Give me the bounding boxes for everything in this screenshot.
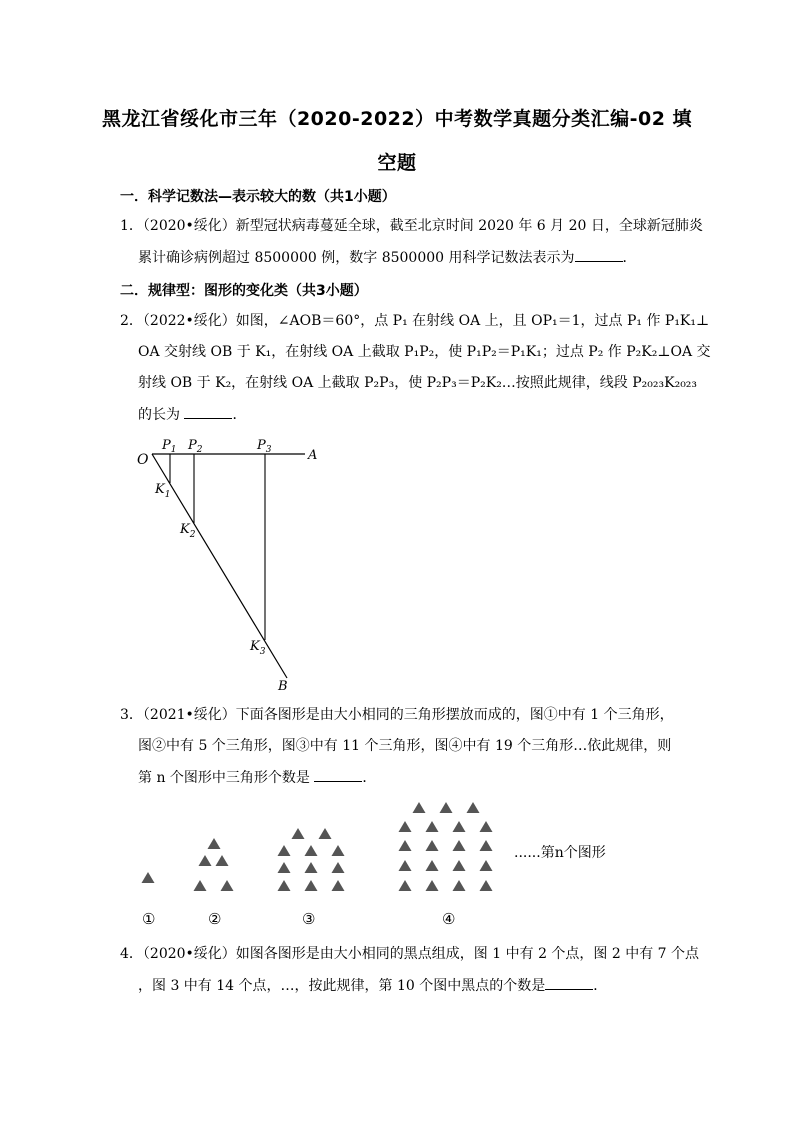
- label-p1-sub: 1: [170, 445, 177, 455]
- triangle-fig4: [453, 840, 466, 851]
- answer-blank[interactable]: [545, 975, 593, 990]
- period: ．: [622, 250, 637, 266]
- label-o: O: [137, 452, 149, 468]
- question-number: 4．: [120, 946, 143, 962]
- label-k1-sub: 1: [164, 490, 171, 500]
- triangle-fig2: [199, 855, 212, 866]
- triangle-fig3: [278, 880, 291, 891]
- triangle-fig4: [480, 880, 493, 891]
- triangle-fig4: [426, 860, 439, 871]
- triangle-fig4: [480, 821, 493, 832]
- question-1-line1: [120, 216, 703, 236]
- triangle-fig3: [305, 862, 318, 873]
- question-number: 1．: [120, 218, 143, 234]
- triangle-fig3: [278, 845, 291, 856]
- triangle-fig4: [426, 821, 439, 832]
- figure-caption-2: ②: [208, 910, 222, 928]
- question-text: （2020•绥化）新型冠状病毒蔓延全球，截至北京时间 2020 年 6 月 20 日，全球新冠肺炎: [142, 218, 703, 234]
- triangle-fig4: [480, 840, 493, 851]
- label-k2: [179, 522, 196, 540]
- triangle-fig3: [292, 828, 305, 839]
- answer-blank[interactable]: [575, 247, 623, 262]
- figure-caption-4: ④: [442, 910, 456, 928]
- question-2-line4: [138, 404, 246, 425]
- nth-figure-label: ......第n个图形: [514, 845, 606, 861]
- triangle-fig2: [194, 880, 207, 891]
- question-4-line2: [138, 975, 607, 996]
- triangle-fig1: [142, 872, 155, 883]
- ray-ob: [152, 454, 287, 678]
- period: ．: [593, 978, 608, 994]
- question-2-line3: 射线 OB 于 K₂，在射线 OA 上截取 P₂P₃，使 P₂P₃＝P₂K₂…按照此规律，线段 P₂₀₂₃K₂₀₂₃: [138, 375, 698, 391]
- section-heading-1: 一．科学记数法—表示较大的数（共1小题）: [120, 189, 396, 205]
- label-p3-sub: 3: [265, 445, 272, 455]
- label-a: A: [308, 448, 318, 463]
- label-p2: [187, 438, 203, 455]
- label-p1: [161, 438, 176, 455]
- question-1-line2: [138, 247, 637, 268]
- triangle-fig2: [216, 855, 229, 866]
- label-p2-sub: 2: [196, 445, 203, 455]
- label-p3: [256, 438, 272, 455]
- triangle-fig3: [332, 880, 345, 891]
- triangle-fig3: [319, 828, 332, 839]
- triangle-fig4: [453, 860, 466, 871]
- triangle-fig3: [332, 845, 345, 856]
- answer-blank[interactable]: [314, 767, 362, 782]
- question-text: ，图 3 中有 14 个点，…，按此规律，第 10 个图中黑点的个数是: [138, 978, 546, 994]
- triangle-fig2: [208, 838, 221, 849]
- triangle-pattern-figure: [0, 790, 794, 900]
- triangle-fig4: [480, 860, 493, 871]
- triangle-fig4: [467, 802, 480, 813]
- section-heading-2: 二．规律型：图形的变化类（共3小题）: [120, 283, 368, 299]
- triangle-fig4: [399, 821, 412, 832]
- triangle-fig4: [399, 840, 412, 851]
- question-2-line1: [120, 311, 709, 331]
- question-3-line3: [138, 767, 376, 788]
- label-k3: [249, 639, 266, 657]
- triangle-fig3: [305, 845, 318, 856]
- question-2-line2: OA 交射线 OB 于 K₁，在射线 OA 上截取 P₁P₂，使 P₁P₂＝P₁K₁；过点 P₂ 作 P₂K₂⊥OA 交: [138, 344, 711, 360]
- triangle-fig3: [278, 862, 291, 873]
- figure-caption-1: ①: [142, 910, 156, 928]
- question-number: 3．: [120, 707, 143, 723]
- triangle-fig4: [399, 880, 412, 891]
- label-k2-main: K: [180, 522, 190, 537]
- question-text: （2021•绥化）下面各图形是由大小相同的三角形摆放而成的，图①中有 1 个三角形，: [142, 707, 674, 723]
- period: ．: [362, 770, 377, 786]
- label-k1-main: K: [155, 482, 165, 497]
- question-text: 累计确诊病例超过 8500000 例，数字 8500000 用科学记数法表示为: [138, 250, 575, 266]
- label-p1-main: P: [162, 438, 171, 453]
- label-k3-sub: 3: [259, 647, 266, 657]
- triangle-fig4: [453, 880, 466, 891]
- question-text: （2022•绥化）如图，∠AOB＝60°，点 P₁ 在射线 OA 上，且 OP₁＝1，过点 P₁ 作 P₁K₁⊥: [142, 313, 710, 329]
- figure-caption-3: ③: [302, 910, 316, 928]
- question-number: 2．: [120, 313, 143, 329]
- question-3-line1: [120, 705, 674, 725]
- page-title-line2: 空题: [377, 152, 417, 174]
- label-k2-sub: 2: [189, 530, 196, 540]
- question-text: 第 n 个图形中三角形个数是: [138, 770, 310, 786]
- triangle-fig4: [413, 802, 426, 813]
- triangle-fig4: [440, 802, 453, 813]
- question-4-line1: [120, 944, 699, 964]
- triangle-fig4: [399, 860, 412, 871]
- label-k3-main: K: [250, 639, 260, 654]
- question-text: 的长为: [138, 407, 180, 423]
- period: ．: [232, 407, 247, 423]
- page-title-line1: 黑龙江省绥化市三年（2020-2022）中考数学真题分类汇编-02 填: [101, 108, 693, 130]
- question-text: （2020•绥化）如图各图形是由大小相同的黑点组成，图 1 中有 2 个点，图 2 中有 7 个点: [142, 946, 700, 962]
- label-p3-main: P: [257, 438, 266, 453]
- triangle-fig2: [221, 880, 234, 891]
- question-3-line2: 图②中有 5 个三角形，图③中有 11 个三角形，图④中有 19 个三角形…依此规律，则: [138, 738, 672, 754]
- triangle-fig4: [453, 821, 466, 832]
- triangle-fig3: [332, 862, 345, 873]
- label-p2-main: P: [188, 438, 197, 453]
- triangle-fig4: [426, 840, 439, 851]
- ray-diagram: [130, 432, 330, 694]
- triangle-fig4: [426, 880, 439, 891]
- label-b: B: [278, 679, 288, 694]
- answer-blank[interactable]: [184, 404, 232, 419]
- triangle-fig3: [305, 880, 318, 891]
- label-k1: [154, 482, 170, 500]
